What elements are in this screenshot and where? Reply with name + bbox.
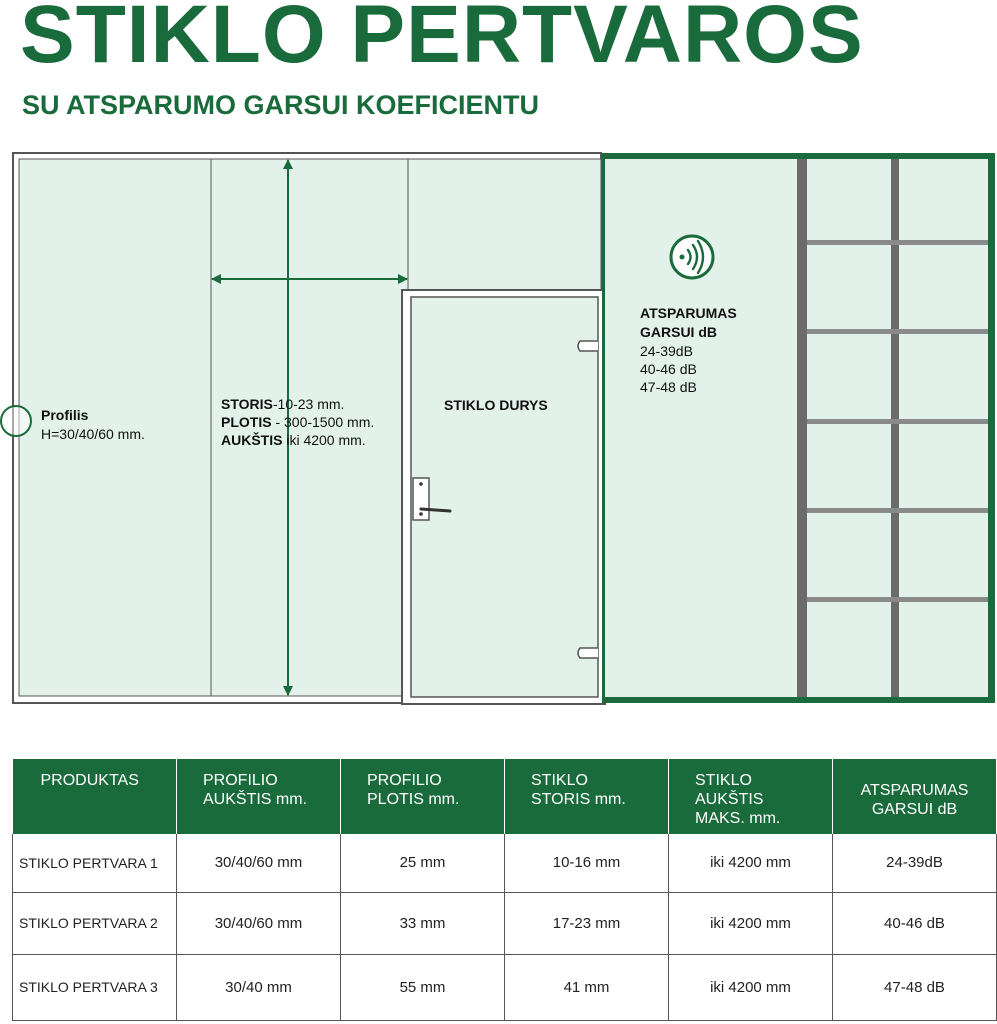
sound-heading-2: GARSUI dB <box>640 324 717 340</box>
profile-value: H=30/40/60 mm. <box>41 426 145 442</box>
glass-column-b <box>899 159 988 697</box>
sound-value-2: 40-46 dB <box>640 361 697 377</box>
sound-heading-1: ATSPARUMAS <box>640 305 737 321</box>
dimension-aukstis: AUKŠTIS iki 4200 mm. <box>221 432 366 448</box>
partition-diagram <box>0 148 997 708</box>
cell-sound-rating: 47-48 dB <box>833 954 997 1020</box>
header-produktas: PRODUKTAS <box>13 759 177 834</box>
header-stiklo-storis: STIKLO STORIS mm. <box>505 759 669 834</box>
glass-column-a <box>807 159 891 697</box>
cell-profile-height: 30/40 mm <box>177 954 341 1020</box>
table-row <box>13 892 997 954</box>
table-header-row <box>13 759 997 834</box>
cell-glass-thickness: 10-16 mm <box>505 834 669 892</box>
cell-sound-rating: 24-39dB <box>833 834 997 892</box>
dimension-storis: STORIS-10-23 mm. <box>221 396 345 412</box>
page-subtitle: SU ATSPARUMO GARSUI KOEFICIENTU <box>22 90 540 120</box>
sound-value-1: 24-39dB <box>640 343 693 359</box>
page-title: STIKLO PERTVAROS <box>20 0 864 80</box>
header-profilio-aukstis: PROFILIO AUKŠTIS mm. <box>177 759 341 834</box>
cell-glass-height: iki 4200 mm <box>669 834 833 892</box>
cell-profile-height: 30/40/60 mm <box>177 834 341 892</box>
cell-profile-height: 30/40/60 mm <box>177 892 341 954</box>
cell-profile-width: 33 mm <box>341 892 505 954</box>
cell-product: STIKLO PERTVARA 3 <box>13 954 177 1020</box>
sound-wave-icon <box>671 236 713 278</box>
cell-glass-thickness: 17-23 mm <box>505 892 669 954</box>
door-label: STIKLO DURYS <box>444 397 548 413</box>
cell-profile-width: 25 mm <box>341 834 505 892</box>
cell-glass-height: iki 4200 mm <box>669 892 833 954</box>
cell-glass-thickness: 41 mm <box>505 954 669 1020</box>
dimension-plotis: PLOTIS - 300-1500 mm. <box>221 414 375 430</box>
glass-door <box>411 297 598 697</box>
mullion-1 <box>797 159 807 697</box>
profile-label: Profilis <box>41 407 89 423</box>
table-row <box>13 834 997 892</box>
cell-product: STIKLO PERTVARA 2 <box>13 892 177 954</box>
table-row <box>13 954 997 1020</box>
mullion-2 <box>891 159 899 697</box>
door-hinge-bottom-icon <box>578 648 598 658</box>
profile-marker-icon <box>1 406 31 436</box>
door-hinge-top-icon <box>578 341 598 351</box>
cell-profile-width: 55 mm <box>341 954 505 1020</box>
header-profilio-plotis: PROFILIO PLOTIS mm. <box>341 759 505 834</box>
cell-product: STIKLO PERTVARA 1 <box>13 834 177 892</box>
spec-table <box>12 759 997 1021</box>
header-stiklo-aukstis: STIKLO AUKŠTIS MAKS. mm. <box>669 759 833 834</box>
cell-glass-height: iki 4200 mm <box>669 954 833 1020</box>
sound-value-3: 47-48 dB <box>640 379 697 395</box>
header-atsparumas: ATSPARUMAS GARSUI dB <box>833 759 997 834</box>
cell-sound-rating: 40-46 dB <box>833 892 997 954</box>
